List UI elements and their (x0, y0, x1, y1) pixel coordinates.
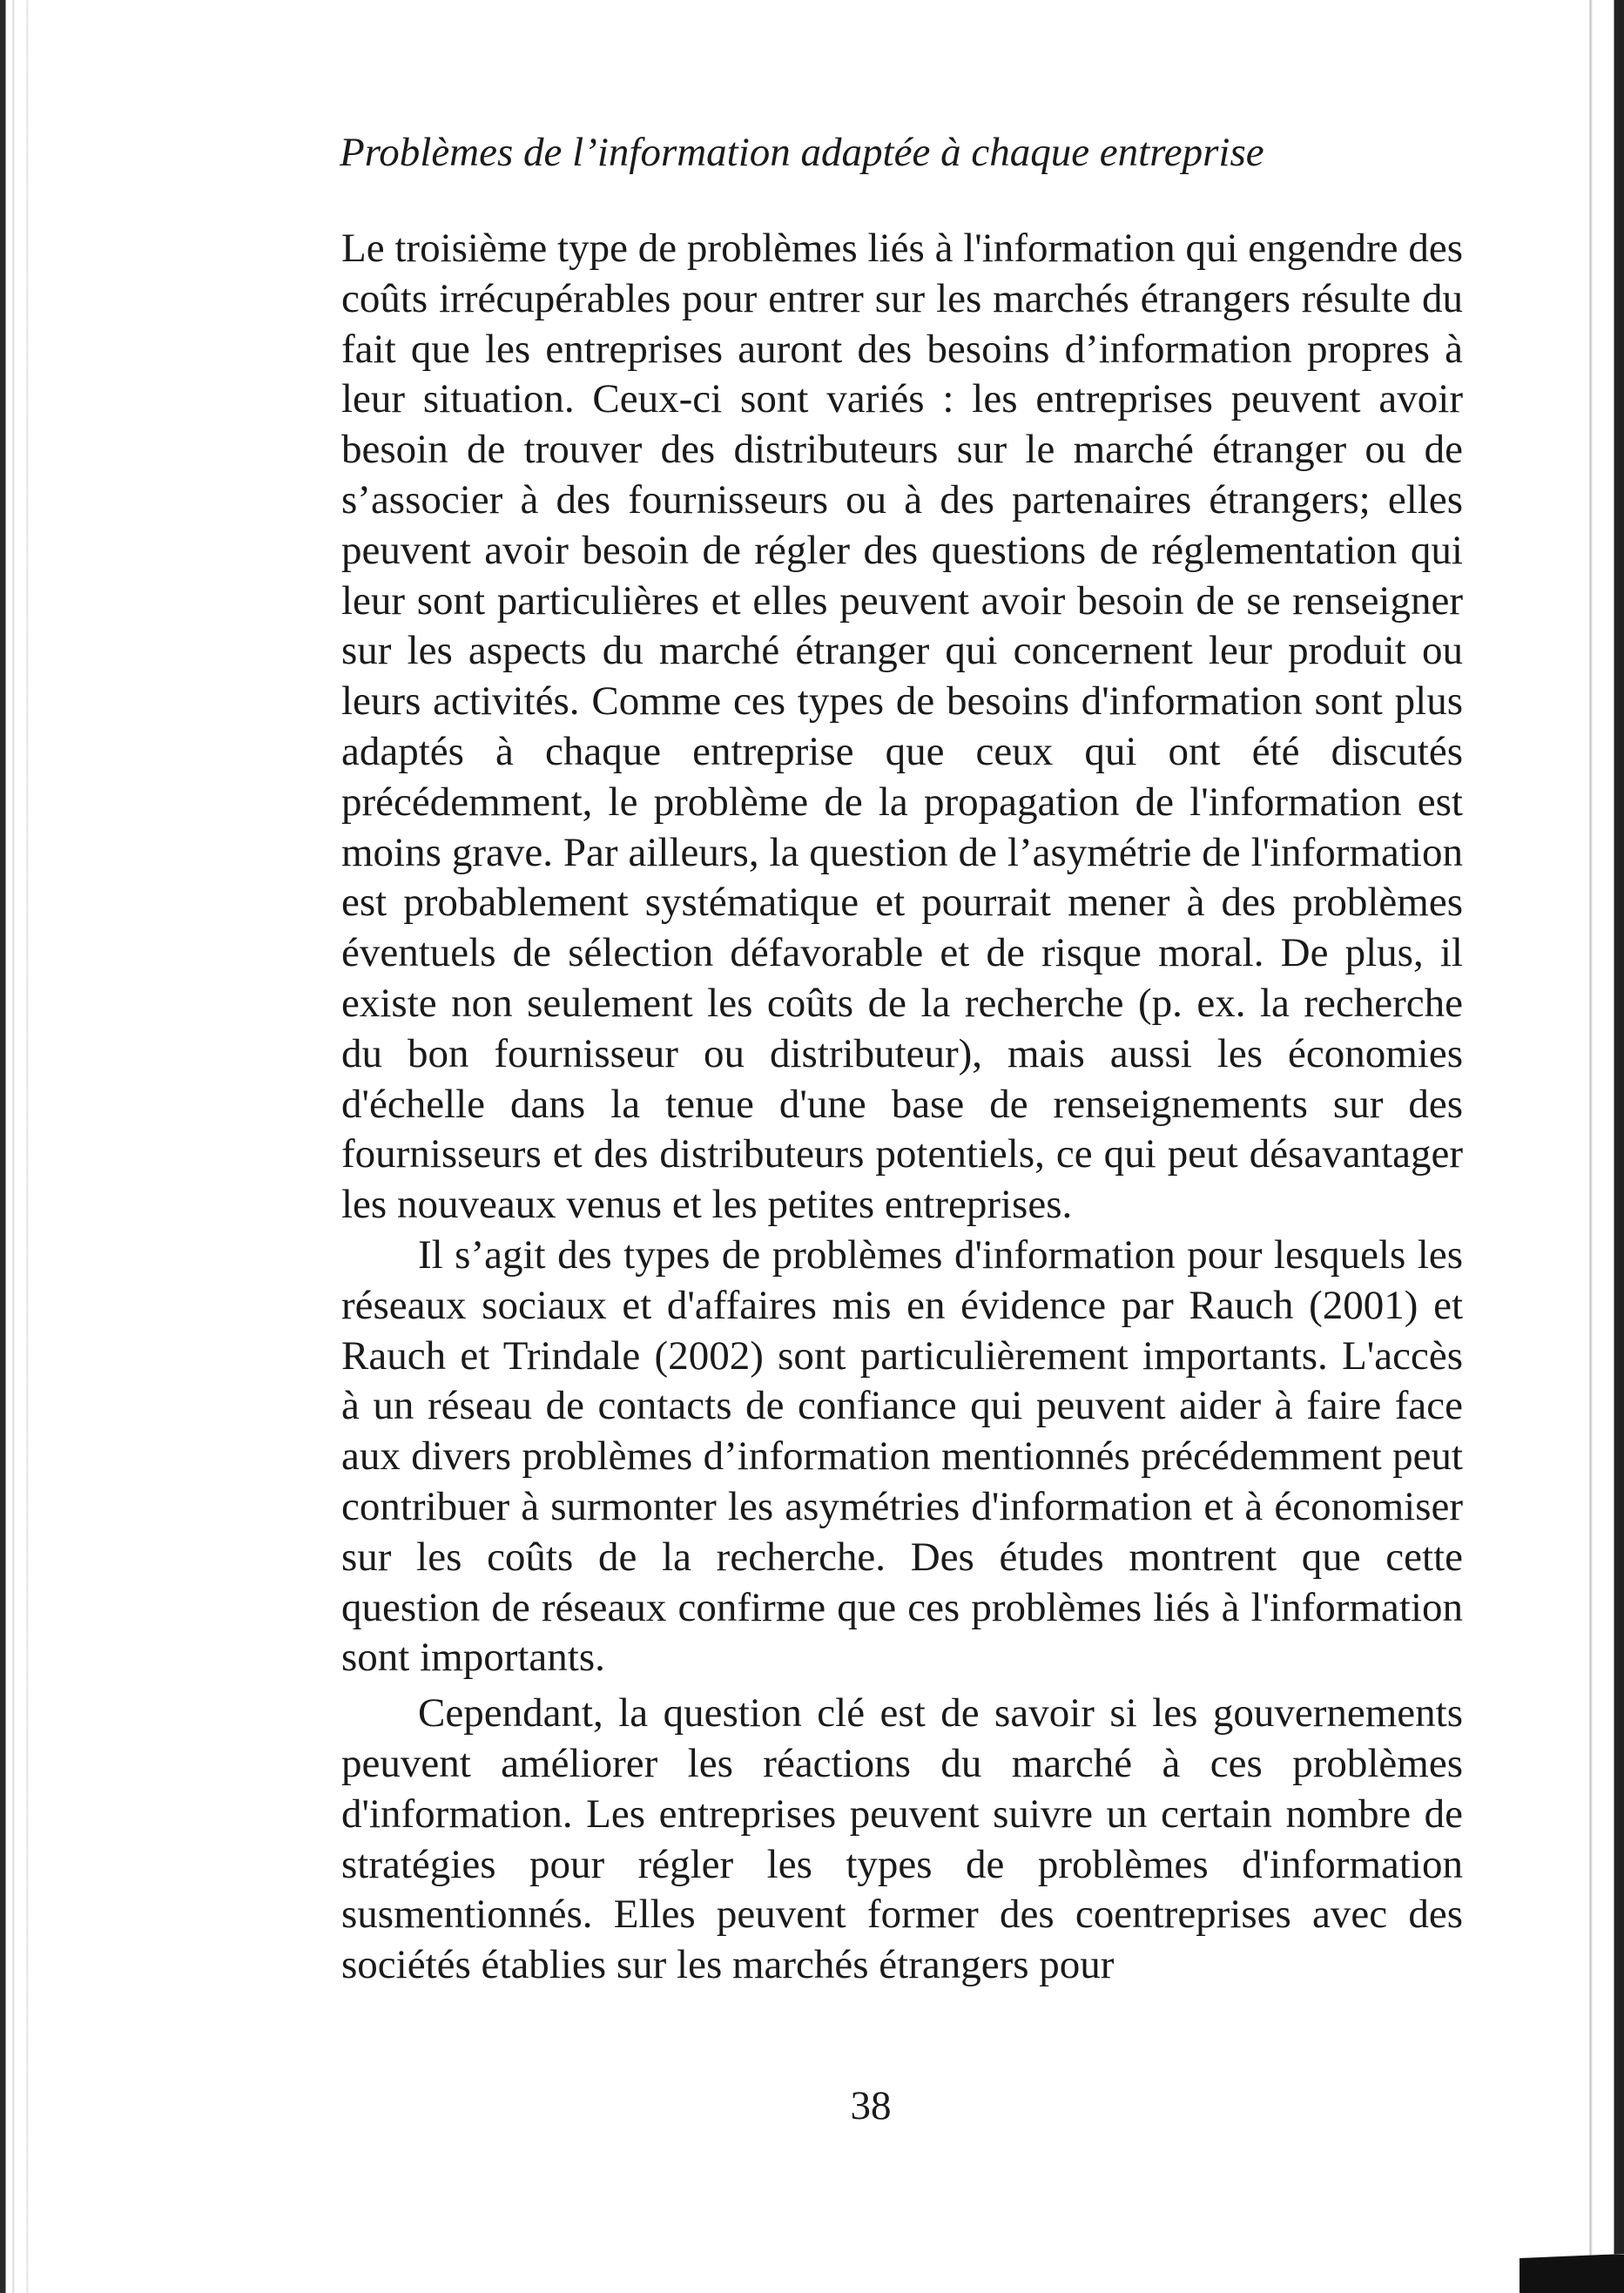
running-head: Problèmes de l’information adaptée à chaque entreprise (340, 130, 1264, 175)
paragraph-2: Il s’agit des types de problèmes d'information pour lesquels les réseaux sociaux et d'affaires mis en évidence par Rauch (2001) et Rauch et Trindale (2002) sont particulièrement importants. L'accès à un réseau de contacts de confiance qui peuvent aider à faire face aux divers problèmes d’information mentionnés précédemment peut contribuer à surmonter les asymétries d'information et à économiser sur les coûts de la recherche. Des études montrent que cette question de réseaux confirme que ces problèmes liés à l'information sont importants. (341, 1231, 1463, 1681)
body-text (341, 224, 1463, 1991)
binding-edge-right (1502, 0, 1624, 2293)
paragraph-1: Le troisième type de problèmes liés à l'information qui engendre des coûts irrécupérables pour entrer sur les marchés étrangers résulte du fait que les entreprises auront des besoins d’information propres à leur situation. Ceux-ci sont variés : les entreprises peuvent avoir besoin de trouver des distributeurs sur le marché étranger ou de s’associer à des fournisseurs ou à des partenaires étrangers; elles peuvent avoir besoin de régler des questions de réglementation qui leur sont particulières et elles peuvent avoir besoin de se renseigner sur les aspects du marché étranger qui concernent leur produit ou leurs activités. Comme ces types de besoins d'information sont plus adaptés à chaque entreprise que ceux qui ont été discutés précédemment, le problème de la propagation de l'information est moins grave. Par ailleurs, la question de l’asymétrie de l'information est probablement systématique et pourrait mener à des problèmes éventuels de sélection défavorable et de risque moral. De plus, il existe non seulement les coûts de la recherche (p. ex. la recherche du bon fournisseur ou distributeur), mais aussi les économies d'échelle dans la tenue d'une base de renseignements sur des fournisseurs et des distributeurs potentiels, ce qui peut désavantager les nouveaux venus et les petites entreprises. (341, 226, 1463, 1228)
paragraph-3: Cependant, la question clé est de savoir si les gouvernements peuvent améliorer les réactions du marché à ces problèmes d'information. Les entreprises peuvent suivre un certain nombre de stratégies pour régler les types de problèmes d'information susmentionnés. Elles peuvent former des coentreprises avec des sociétés établies sur les marchés étrangers pour (341, 1690, 1463, 1988)
page-number: 38 (850, 2083, 892, 2128)
binding-edge-left (0, 0, 52, 2293)
